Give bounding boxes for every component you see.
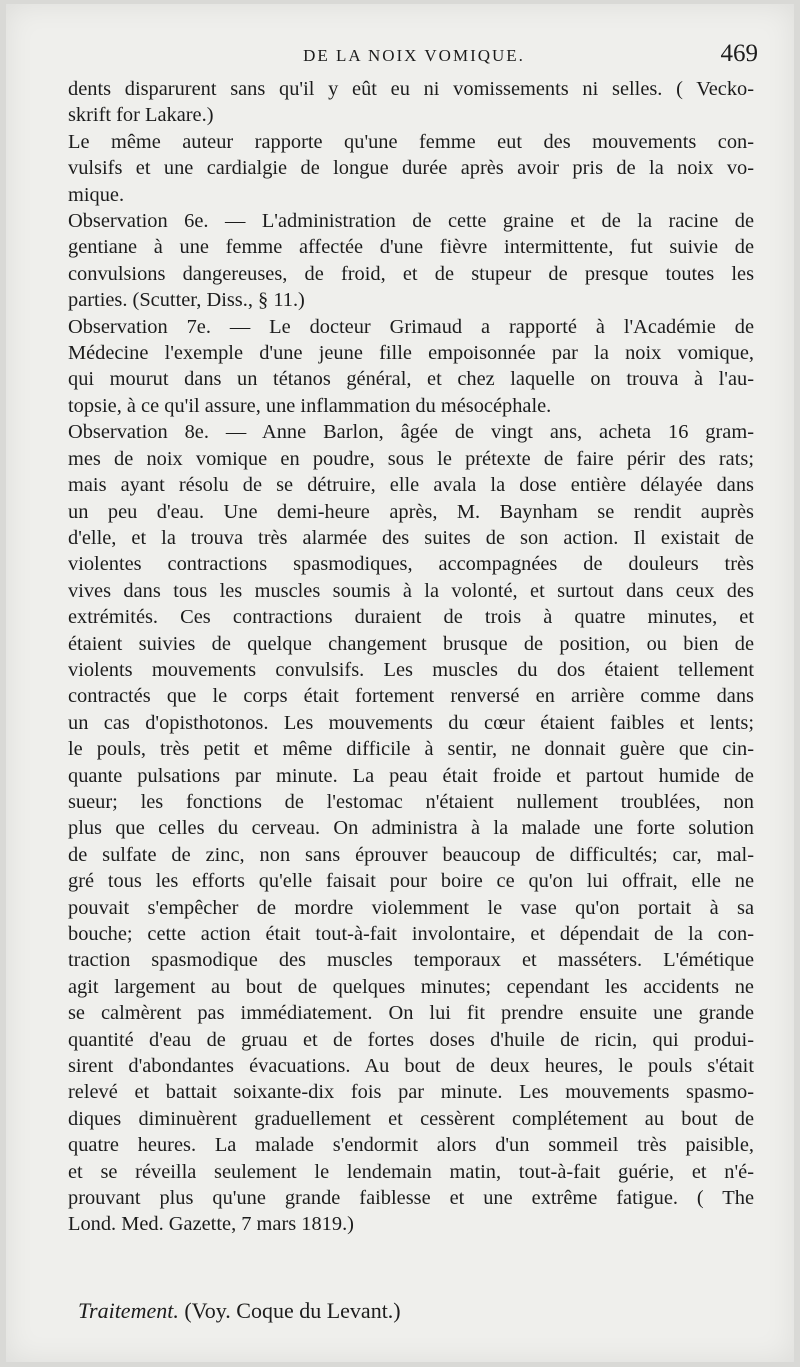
text-line: traction spasmodique des muscles temporaux et masséters. L'émétique [68, 949, 754, 972]
text-line: Observation 7e. — Le docteur Grimaud a rapporté à l'Académie de [68, 315, 754, 338]
text-line: un peu d'eau. Une demi-heure après, M. Baynham se rendit auprès [68, 500, 754, 523]
text-line: et se réveilla seulement le lendemain matin, tout-à-fait guérie, et n'é- [68, 1160, 754, 1183]
text-line: topsie, à ce qu'il assure, une inflammation du mésocéphale. [68, 394, 552, 417]
body-text [68, 76, 754, 1238]
text-line: violents mouvements convulsifs. Les muscles du dos étaient tellement [68, 658, 754, 681]
text-line: gré tous les efforts qu'elle faisait pour boire ce qu'on lui offrait, elle ne [68, 870, 754, 893]
text-line: Lond. Med. Gazette, 7 mars 1819.) [68, 1213, 354, 1236]
text-line: relevé et battait soixante-dix fois par minute. Les mouvements spasmo- [68, 1081, 754, 1104]
running-title: DE LA NOIX VOMIQUE. [303, 46, 525, 65]
text-line: pouvait s'empêcher de mordre violemment le vase qu'on portait à sa [68, 896, 754, 919]
text-line: se calmèrent pas immédiatement. On lui fit prendre ensuite une grande [68, 1002, 754, 1025]
text-line: de sulfate de zinc, non sans éprouver beaucoup de difficultés; car, mal- [68, 843, 754, 866]
text-line: quante pulsations par minute. La peau était froide et partout humide de [68, 764, 754, 787]
text-line: violentes contractions spasmodiques, accompagnées de douleurs très [68, 553, 754, 576]
text-line: Médecine l'exemple d'une jeune fille empoisonnée par la noix vomique, [68, 342, 754, 365]
text-line: qui mourut dans un tétanos général, et chez laquelle on trouva à l'au- [68, 368, 754, 391]
text-line: Le même auteur rapporte qu'une femme eut des mouvements con- [68, 130, 754, 153]
text-line: sueur; les fonctions de l'estomac n'étaient nullement troublées, non [68, 790, 754, 813]
text-line: extrémités. Ces contractions duraient de trois à quatre minutes, et [68, 606, 754, 629]
text-line: prouvant plus qu'une grande faiblesse et une extrême fatigue. ( The [68, 1187, 754, 1210]
text-line: plus que celles du cerveau. On administra à la malade une forte solution [68, 817, 754, 840]
text-line: sirent d'abondantes évacuations. Au bout de deux heures, le pouls s'était [68, 1055, 754, 1078]
text-line: vives dans tous les muscles soumis à la volonté, et surtout dans ceux des [68, 579, 754, 602]
text-line: quatre heures. La malade s'endormit alors d'un sommeil très paisible, [68, 1134, 754, 1157]
text-line: skrift for Lakare.) [68, 104, 214, 127]
text-line: mes de noix vomique en poudre, sous le prétexte de faire périr des rats; [68, 447, 754, 470]
text-line: gentiane à une femme affectée d'une fièvre intermittente, fut suivie de [68, 236, 754, 259]
text-line: agit largement au bout de quelques minutes; cependant les accidents ne [68, 975, 754, 998]
text-line: étaient suivies de quelque changement brusque de position, ou bien de [68, 632, 754, 655]
text-line: bouche; cette action était tout-à-fait involontaire, et dépendait de la con- [68, 923, 754, 945]
text-line: le pouls, très petit et même difficile à sentir, ne donnait guère que cin- [68, 738, 754, 761]
text-line: quantité d'eau de gruau et de fortes doses d'huile de ricin, qui produi- [68, 1028, 754, 1051]
text-line: d'elle, et la trouva très alarmée des suites de son action. Il existait de [68, 526, 754, 549]
text-line: un cas d'opisthotonos. Les mouvements du cœur étaient faibles et lents; [68, 711, 754, 734]
text-line: vulsifs et une cardialgie de longue durée après avoir pris de la noix vo- [68, 157, 754, 180]
text-line: dents disparurent sans qu'il y eût eu ni vomissements ni selles. ( Vecko- [68, 78, 754, 100]
text-line: contractés que le corps était fortement renversé en arrière comme dans [68, 685, 754, 708]
text-line: diques diminuèrent graduellement et cessèrent complétement au bout de [68, 1107, 754, 1130]
page-number: 469 [720, 40, 758, 67]
text-line: Observation 6e. — L'administration de cette graine et de la racine de [68, 210, 754, 233]
treatment-reference [78, 1298, 401, 1324]
book-page [6, 4, 794, 1362]
text-line: Observation 8e. — Anne Barlon, âgée de vingt ans, acheta 16 gram- [68, 421, 754, 444]
text-line: parties. (Scutter, Diss., § 11.) [68, 289, 305, 312]
cross-reference: (Voy. Coque du Levant.) [184, 1298, 401, 1323]
text-line: mais ayant résolu de se détruire, elle avala la dose entière délayée dans [68, 474, 754, 497]
text-line: mique. [68, 183, 125, 206]
treatment-label: Traitement. [78, 1298, 179, 1323]
page-header [70, 40, 758, 70]
text-line: convulsions dangereuses, de froid, et de stupeur de presque toutes les [68, 262, 754, 285]
